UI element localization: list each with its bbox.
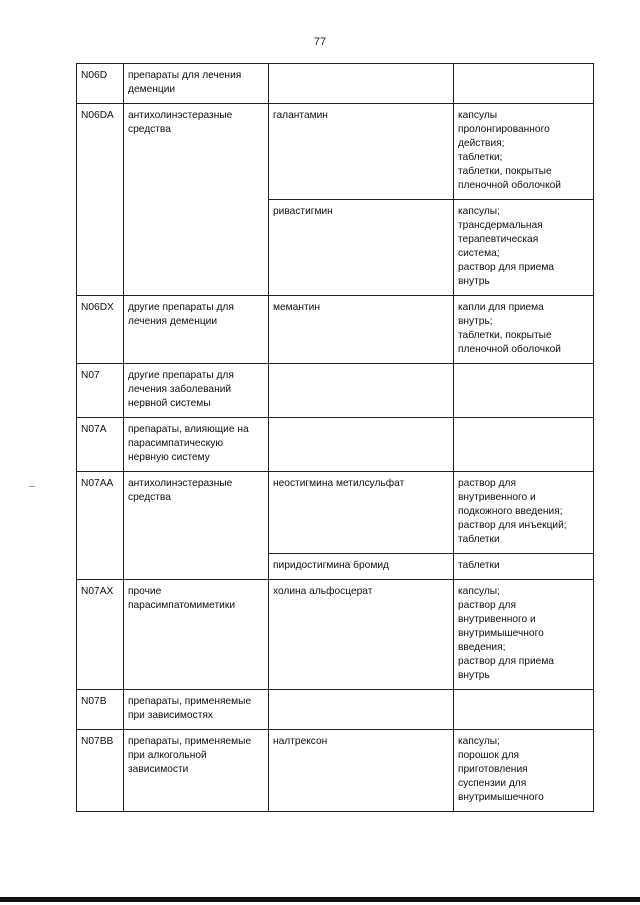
dosage-form-cell	[454, 364, 594, 418]
atc-code-cell: N07AX	[77, 580, 124, 690]
dosage-form-cell: капсулы; трансдермальная терапевтическая система; раствор для приема внутрь	[454, 200, 594, 296]
drug-name-cell	[269, 364, 454, 418]
table-row	[77, 104, 594, 200]
drug-name-cell: неостигмина метилсульфат	[269, 472, 454, 554]
table-row	[77, 418, 594, 472]
atc-code-cell: N07BB	[77, 730, 124, 812]
drug-name-cell	[269, 418, 454, 472]
table-row	[77, 580, 594, 690]
drug-name-cell: налтрексон	[269, 730, 454, 812]
drug-group-cell: другие препараты для лечения деменции	[124, 296, 269, 364]
dosage-form-cell: капсулы пролонгированного действия; таблетки; таблетки, покрытые пленочной оболочкой	[454, 104, 594, 200]
drug-name-cell	[269, 64, 454, 104]
drug-group-cell: антихолинэстеразные средства	[124, 104, 269, 296]
table-row	[77, 364, 594, 418]
dosage-form-cell: раствор для внутривенного и подкожного введения; раствор для инъекций; таблетки	[454, 472, 594, 554]
drug-group-cell: препараты для лечения деменции	[124, 64, 269, 104]
drug-table-body	[77, 64, 594, 812]
atc-code-cell: N07AA	[77, 472, 124, 580]
drug-name-cell: галантамин	[269, 104, 454, 200]
atc-code-cell: N07A	[77, 418, 124, 472]
drug-name-cell: мемантин	[269, 296, 454, 364]
drug-group-cell: препараты, применяемые при зависимостях	[124, 690, 269, 730]
atc-code-cell: N06D	[77, 64, 124, 104]
drug-group-cell: антихолинэстеразные средства	[124, 472, 269, 580]
drug-name-cell	[269, 690, 454, 730]
table-row	[77, 730, 594, 812]
drug-group-cell: препараты, влияющие на парасимпатическую нервную систему	[124, 418, 269, 472]
margin-mark	[29, 486, 35, 487]
table-row	[77, 296, 594, 364]
table-row	[77, 690, 594, 730]
drug-name-cell: ривастигмин	[269, 200, 454, 296]
drug-name-cell: холина альфосцерат	[269, 580, 454, 690]
page-number: 77	[313, 36, 327, 48]
bottom-rule	[0, 897, 640, 902]
atc-code-cell: N07B	[77, 690, 124, 730]
dosage-form-cell: таблетки	[454, 554, 594, 580]
dosage-form-cell	[454, 64, 594, 104]
drug-table	[76, 63, 594, 812]
dosage-form-cell: капли для приема внутрь; таблетки, покрытые пленочной оболочкой	[454, 296, 594, 364]
table-row	[77, 64, 594, 104]
atc-code-cell: N06DX	[77, 296, 124, 364]
atc-code-cell: N07	[77, 364, 124, 418]
table-row	[77, 472, 594, 554]
drug-group-cell: препараты, применяемые при алкогольной зависимости	[124, 730, 269, 812]
dosage-form-cell: капсулы; порошок для приготовления суспензии для внутримышечного	[454, 730, 594, 812]
dosage-form-cell	[454, 418, 594, 472]
drug-group-cell: прочие парасимпатомиметики	[124, 580, 269, 690]
drug-name-cell: пиридостигмина бромид	[269, 554, 454, 580]
atc-code-cell: N06DA	[77, 104, 124, 296]
drug-group-cell: другие препараты для лечения заболеваний нервной системы	[124, 364, 269, 418]
dosage-form-cell	[454, 690, 594, 730]
dosage-form-cell: капсулы; раствор для внутривенного и внутримышечного введения; раствор для приема внутрь	[454, 580, 594, 690]
